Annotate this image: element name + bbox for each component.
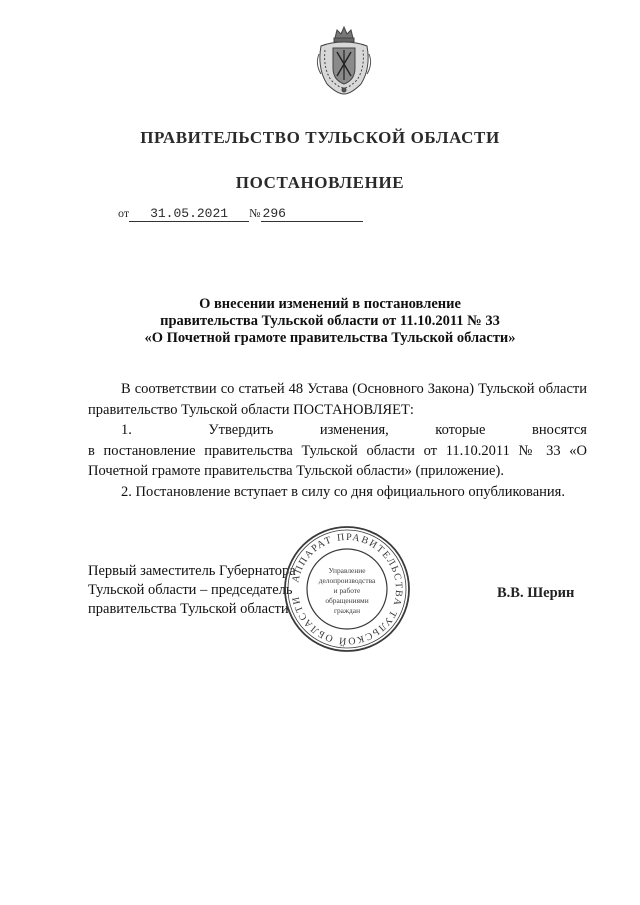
- stamp-center-text: и работе: [333, 586, 361, 595]
- signature-line: Первый заместитель Губернатора: [88, 563, 296, 579]
- item-1-word: которые: [435, 422, 486, 438]
- document-type: ПОСТАНОВЛЕНИЕ: [235, 173, 405, 192]
- stamp-center-text: делопроизводства: [318, 576, 376, 585]
- government-title: ПРАВИТЕЛЬСТВО ТУЛЬСКОЙ ОБЛАСТИ: [140, 128, 500, 147]
- signature-line: правительства Тульской области: [88, 601, 289, 617]
- document-body: [88, 379, 587, 502]
- item-1-continuation: в постановление правительства Тульской области от 11.10.2011 № 33 «О Почетной грамоте правительства Тульской области» (приложение).: [88, 442, 587, 479]
- stamp-ring-text: АППАРАТ ПРАВИТЕЛЬСТВА ТУЛЬСКОЙ ОБЛАСТИ: [290, 531, 405, 647]
- preamble-paragraph: В соответствии со статьей 48 Устава (Основного Закона) Тульской области правительство Тульской области ПОСТАНОВЛЯЕТ:: [88, 381, 587, 418]
- item-1-word: вносятся: [532, 422, 587, 438]
- signer-name: В.В. Шерин: [497, 585, 575, 601]
- signature-position: [88, 562, 296, 619]
- date-prefix: от: [118, 206, 130, 220]
- item-2-paragraph: 2. Постановление вступает в силу со дня официального опубликования.: [121, 483, 565, 500]
- stamp-center-text: Управление: [328, 566, 366, 575]
- coat-of-arms-icon: [313, 24, 375, 96]
- signature-line: Тульской области – председатель: [88, 582, 293, 598]
- document-subject: [120, 296, 540, 347]
- document-number: 296: [261, 206, 363, 222]
- number-prefix: №: [249, 206, 261, 220]
- item-1-word: изменения,: [319, 422, 389, 438]
- stamp-center-text: обращениями: [325, 596, 369, 605]
- stamp-center-text: граждан: [333, 606, 361, 615]
- subject-line: правительства Тульской области от 11.10.2011 № 33: [160, 313, 500, 329]
- date-number-line: [118, 206, 363, 222]
- item-1-number: 1.: [121, 422, 132, 438]
- item-1-first-line: [88, 420, 587, 441]
- official-stamp-icon: [283, 525, 411, 653]
- document-date: 31.05.2021: [129, 206, 249, 222]
- subject-line: О внесении изменений в постановление: [199, 296, 461, 312]
- subject-line: «О Почетной грамоте правительства Тульской области»: [144, 330, 516, 346]
- item-1-word: Утвердить: [208, 422, 274, 438]
